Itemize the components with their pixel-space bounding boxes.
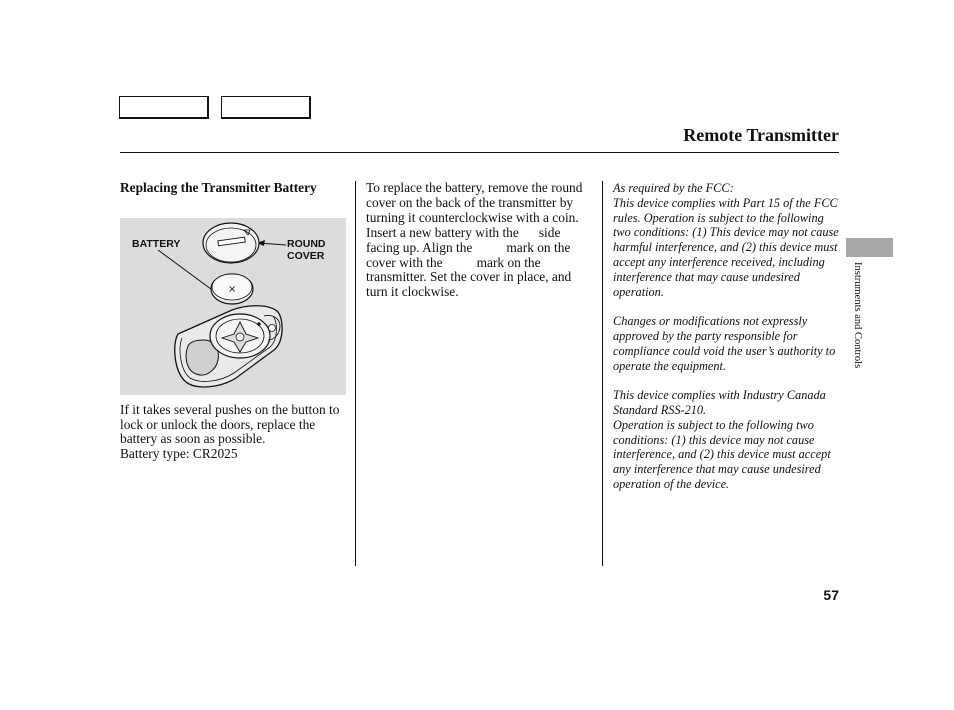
section-tab-marker <box>846 238 893 257</box>
replacement-instructions: To replace the battery, remove the round cover on the back of the transmitter by turning it counterclockwise with a coin. Insert a new battery with the side facing up. Align the mark on the cover with the mark on the transmitter. Set the cover in place, and turn it clockwise. <box>366 180 583 300</box>
section-label: Instruments and Controls <box>852 262 863 369</box>
battery-type: Battery type: CR2025 <box>120 446 238 462</box>
svg-text:×: × <box>228 284 237 295</box>
industry-canada: This device complies with Industry Canada Standard RSS-210. <box>613 388 826 417</box>
page-number: 57 <box>823 587 839 603</box>
nav-button-contents[interactable] <box>119 96 209 119</box>
industry-canada-conditions: Operation is subject to the following two conditions: (1) this device may not cause interference, and (2) this device must accept any interference that may cause undesired operation of the device. <box>613 417 831 491</box>
column-fcc-notice <box>613 181 843 492</box>
column-battery-heading <box>120 181 346 196</box>
page-title: Remote Transmitter <box>683 125 839 145</box>
column-divider-right <box>602 181 603 566</box>
battery-leader-line <box>158 250 215 292</box>
column-instructions <box>366 181 594 300</box>
title-divider <box>120 152 839 153</box>
battery-replace-note: If it takes several pushes on the button to lock or unlock the doors, replace the battery as soon as possible. <box>120 402 340 447</box>
fcc-modifications: Changes or modifications not expressly approved by the party responsible for compliance could void the user’s authority to operate the equipment. <box>613 314 836 373</box>
battery-diagram <box>120 218 346 395</box>
fcc-heading: As required by the FCC: <box>613 181 734 195</box>
round-cover-label: ROUND COVER <box>287 238 326 262</box>
section-heading: Replacing the Transmitter Battery <box>120 180 317 195</box>
battery-notes <box>120 403 346 462</box>
column-divider-left <box>355 181 356 566</box>
battery-label: BATTERY <box>132 238 181 250</box>
fcc-part15: This device complies with Part 15 of the FCC rules. Operation is subject to the following two conditions: (1) This device may not cause harmful interference, and (2) this device must accept any interference received, including interference that may cause undesired operation. <box>613 195 839 299</box>
nav-button-index[interactable] <box>221 96 311 119</box>
